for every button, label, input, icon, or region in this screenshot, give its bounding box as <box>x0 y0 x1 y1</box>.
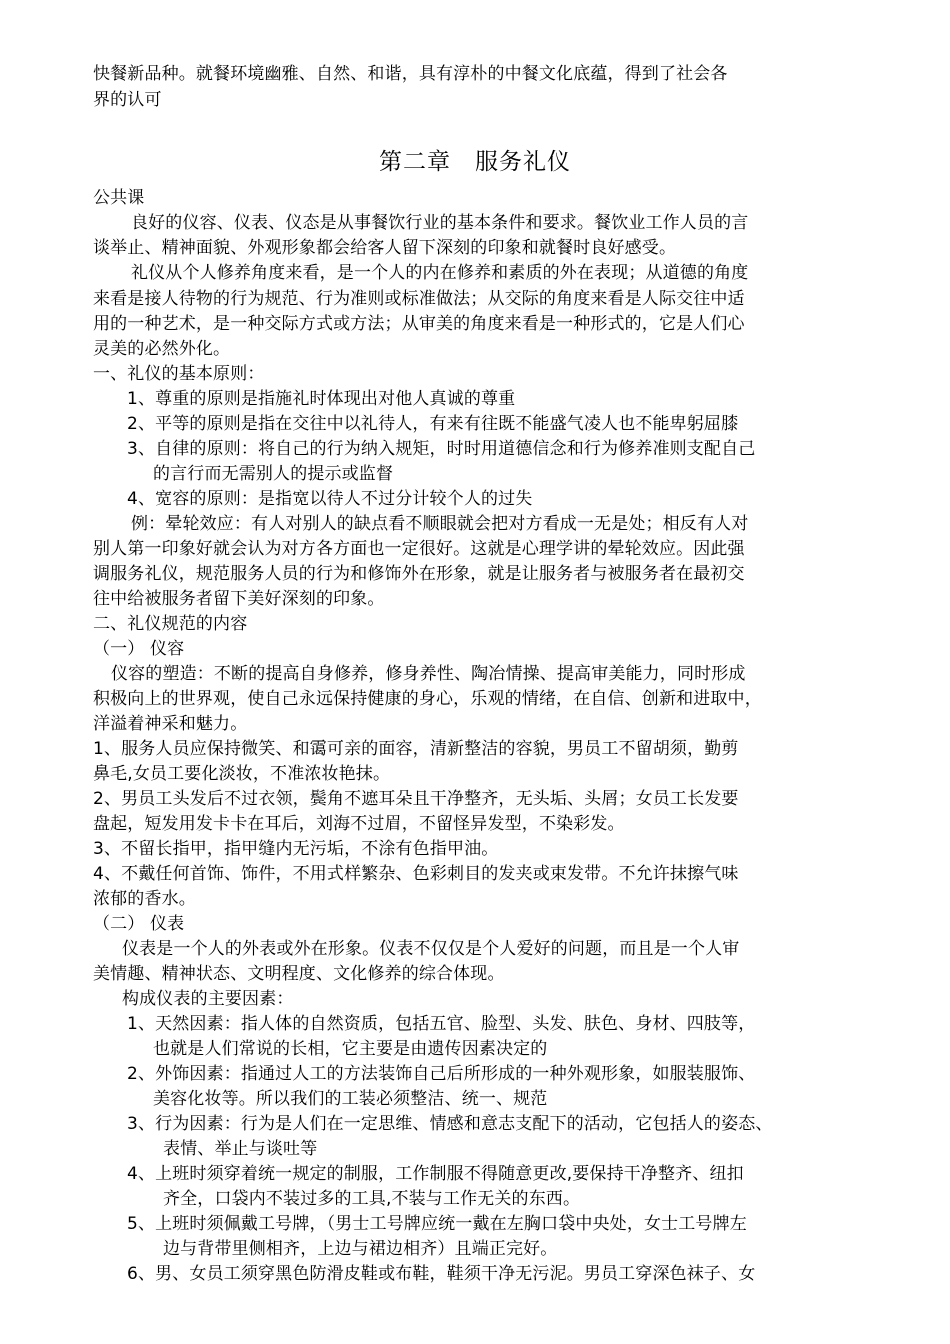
factor-4-line-1: 4、上班时须穿着统一规定的制服，工作制服不得随意更改,要保持干净整齐、纽扣 <box>127 1164 744 1184</box>
attire-def-line-2: 美情趣、精神状态、文明程度、文化修养的综合体现。 <box>93 964 505 984</box>
appearance-rule-4-line-1: 4、不戴任何首饰、饰件，不用式样繁杂、色彩刺目的发夹或束发带。不允许抹擦气味 <box>93 864 739 884</box>
example-line-4: 往中给被服务者留下美好深刻的印象。 <box>93 589 385 609</box>
appearance-rule-2-line-2: 盘起，短发用发卡卡在耳后，刘海不过眉，不留怪异发型，不染彩发。 <box>93 814 625 834</box>
intro-line-2: 界的认可 <box>93 90 162 110</box>
principle-3-line-2: 的言行而无需别人的提示或监督 <box>153 464 394 484</box>
factor-5-line-2: 边与背带里侧相齐，上边与裙边相齐）且端正完好。 <box>163 1239 558 1259</box>
shaping-line-1: 仪容的塑造：不断的提高自身修养，修身养性、陶冶情操、提高审美能力，同时形成 <box>111 664 746 684</box>
factor-1-line-1: 1、天然因素：指人体的自然资质，包括五官、脸型、头发、肤色、身材、四肢等， <box>127 1014 756 1034</box>
appearance-rule-1-line-2: 鼻毛,女员工要化淡妆，不准浓妆艳抹。 <box>93 764 391 784</box>
factor-2-line-1: 2、外饰因素：指通过人工的方法装饰自己后所形成的一种外观形象，如服装服饰、 <box>127 1064 756 1084</box>
appearance-rule-4-line-2: 浓郁的香水。 <box>93 889 196 909</box>
para2-line-2: 来看是接人待物的行为规范、行为准则或标准做法；从交际的角度来看是人际交往中适 <box>93 289 745 309</box>
appearance-rule-1-line-1: 1、服务人员应保持微笑、和霭可亲的面容，清新整洁的容貌，男员工不留胡须，勤剪 <box>93 739 739 759</box>
example-line-1: 例：晕轮效应：有人对别人的缺点看不顺眼就会把对方看成一无是处；相反有人对 <box>131 514 749 534</box>
shaping-line-2: 积极向上的世界观，使自己永远保持健康的身心，乐观的情绪，在自信、创新和进取中， <box>93 689 762 709</box>
para1-line-2: 谈举止、精神面貌、外观形象都会给客人留下深刻的印象和就餐时良好感受。 <box>93 238 677 258</box>
factor-1-line-2: 也就是人们常说的长相，它主要是由遗传因素决定的 <box>153 1039 548 1059</box>
factor-3-line-1: 3、行为因素：行为是人们在一定思维、情感和意志支配下的活动，它包括人的姿态、 <box>127 1114 773 1134</box>
factor-5-line-1: 5、上班时须佩戴工号牌，（男士工号牌应统一戴在左胸口袋中央处，女士工号牌左 <box>127 1214 747 1234</box>
factor-6-line-1: 6、男、女员工须穿黑色防滑皮鞋或布鞋，鞋须干净无污泥。男员工穿深色袜子、女 <box>127 1264 756 1284</box>
appearance-rule-3: 3、不留长指甲，指甲缝内无污垢，不涂有色指甲油。 <box>93 839 499 859</box>
para1-line-1: 良好的仪容、仪表、仪态是从事餐饮行业的基本条件和要求。餐饮业工作人员的言 <box>131 213 749 233</box>
example-line-3: 调服务礼仪，规范服务人员的行为和修饰外在形象，就是让服务者与被服务者在最初交 <box>93 564 745 584</box>
factor-3-line-2: 表情、举止与谈吐等 <box>163 1139 318 1159</box>
para2-line-1: 礼仪从个人修养角度来看，是一个人的内在修养和素质的外在表现；从道德的角度 <box>131 263 749 283</box>
intro-line-1: 快餐新品种。就餐环境幽雅、自然、和谐，具有淳朴的中餐文化底蕴，得到了社会各 <box>93 64 728 84</box>
appearance-rule-2-line-1: 2、男员工头发后不过衣领，鬓角不遮耳朵且干净整齐，无头垢、头屑；女员工长发要 <box>93 789 739 809</box>
principle-3-line-1: 3、自律的原则：将自己的行为纳入规矩，时时用道德信念和行为修养准则支配自己 <box>127 439 756 459</box>
subsection-appearance: （一） 仪容 <box>93 639 185 659</box>
chapter-title: 第二章 服务礼仪 <box>379 149 571 175</box>
shaping-line-3: 洋溢着神采和魅力。 <box>93 714 248 734</box>
para2-line-4: 灵美的必然外化。 <box>93 339 231 359</box>
section1-heading: 一、礼仪的基本原则： <box>93 364 265 384</box>
principle-4: 4、宽容的原则：是指宽以待人不过分计较个人的过失 <box>127 489 533 509</box>
section2-heading: 二、礼仪规范的内容 <box>93 614 248 634</box>
factor-2-line-2: 美容化妆等。所以我们的工装必须整洁、统一、规范 <box>153 1089 548 1109</box>
para2-line-3: 用的一种艺术，是一种交际方式或方法；从审美的角度来看是一种形式的，它是人们心 <box>93 314 745 334</box>
course-label: 公共课 <box>93 188 145 208</box>
factor-4-line-2: 齐全，口袋内不装过多的工具,不装与工作无关的东西。 <box>163 1189 581 1209</box>
example-line-2: 别人第一印象好就会认为对方各方面也一定很好。这就是心理学讲的晕轮效应。因此强 <box>93 539 745 559</box>
attire-def-line-1: 仪表是一个人的外表或外在形象。仪表不仅仅是个人爱好的问题，而且是一个人审 <box>122 939 740 959</box>
subsection-attire: （二） 仪表 <box>93 914 185 934</box>
factors-heading: 构成仪表的主要因素： <box>122 989 294 1009</box>
principle-2: 2、平等的原则是指在交往中以礼待人，有来有往既不能盛气凌人也不能卑躬屈膝 <box>127 414 739 434</box>
principle-1: 1、尊重的原则是指施礼时体现出对他人真诚的尊重 <box>127 389 516 409</box>
